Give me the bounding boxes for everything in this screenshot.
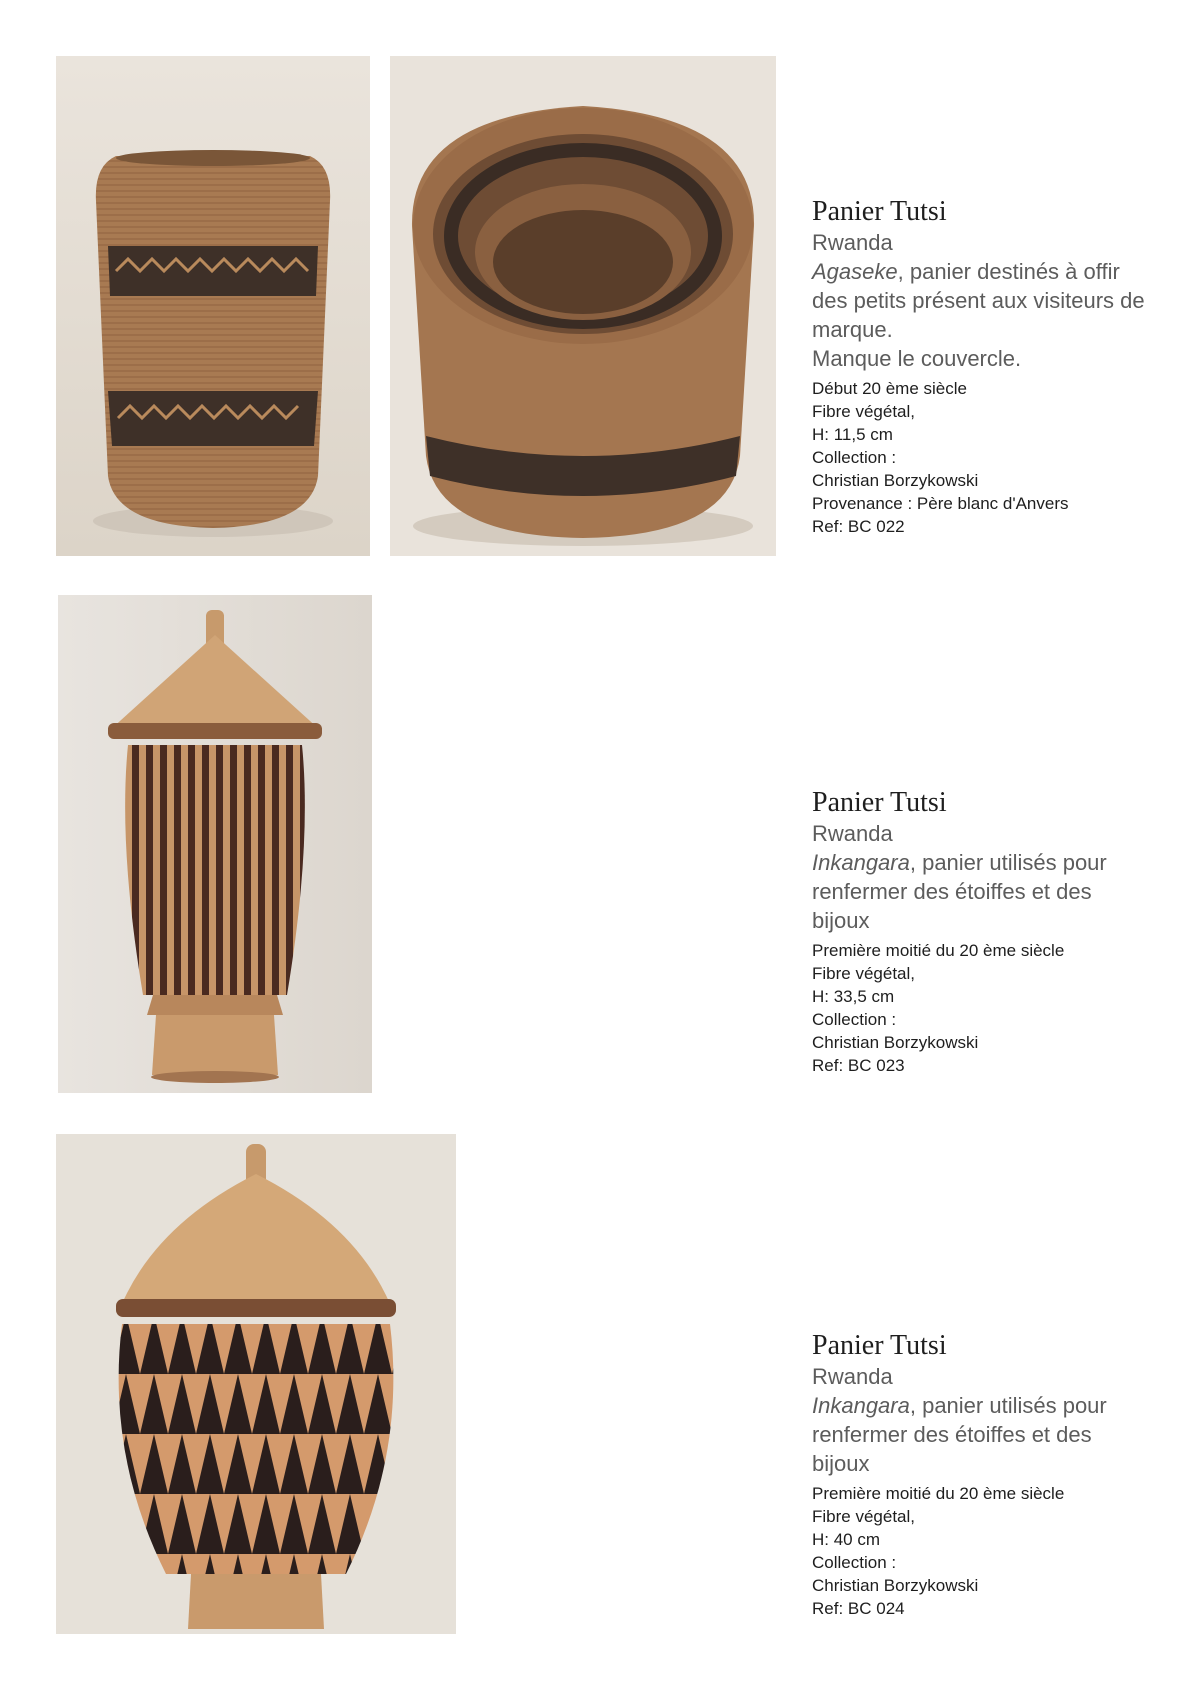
item-height: H: 33,5 cm: [812, 987, 895, 1006]
item-native-name: Inkangara: [812, 850, 910, 875]
item-collection-label: Collection :: [812, 1553, 897, 1572]
item-collector: Christian Borzykowski: [812, 1033, 979, 1052]
item-origin: Rwanda: [812, 1364, 893, 1389]
item-date: Début 20 ème siècle: [812, 379, 967, 398]
photo-basket-bc024: [56, 1134, 456, 1634]
item-origin: Rwanda: [812, 230, 893, 255]
item-material: Fibre végétal,: [812, 1507, 915, 1526]
item-date: Première moitié du 20 ème siècle: [812, 941, 1065, 960]
photo-basket-bc022-side: [56, 56, 370, 556]
item-height: H: 40 cm: [812, 1530, 881, 1549]
item-details: [812, 1482, 1152, 1620]
item-ref: Ref: BC 022: [812, 517, 905, 536]
photo-basket-bc023: [58, 595, 372, 1093]
item-material: Fibre végétal,: [812, 964, 915, 983]
item-description-text: , panier destinés à offir des petits présent aux visiteurs de marque.: [812, 259, 1145, 342]
item-date: Première moitié du 20 ème siècle: [812, 1484, 1065, 1503]
item-ref: Ref: BC 023: [812, 1056, 905, 1075]
item-native-name: Agaseke: [812, 259, 898, 284]
item-description: [812, 1391, 1152, 1478]
item-details: [812, 377, 1152, 538]
item-bc022: [812, 196, 1152, 538]
item-native-name: Inkangara: [812, 1393, 910, 1418]
item-description-text: , panier utilisés pour renfermer des étoiffes et des bijoux: [812, 850, 1107, 933]
item-bc023: [812, 787, 1152, 1077]
item-description: [812, 848, 1152, 935]
item-description: [812, 257, 1152, 344]
item-ref: Ref: BC 024: [812, 1599, 905, 1618]
photo-basket-bc022-top: [390, 56, 776, 556]
item-height: H: 11,5 cm: [812, 425, 893, 444]
item-title: Panier Tutsi: [812, 787, 947, 818]
item-collector: Christian Borzykowski: [812, 471, 979, 490]
item-provenance: Provenance : Père blanc d'Anvers: [812, 494, 1069, 513]
item-collector: Christian Borzykowski: [812, 1576, 979, 1595]
item-bc024: [812, 1330, 1152, 1620]
item-material: Fibre végétal,: [812, 402, 915, 421]
item-collection-label: Collection :: [812, 448, 897, 467]
item-origin: Rwanda: [812, 821, 893, 846]
item-collection-label: Collection :: [812, 1010, 897, 1029]
item-title: Panier Tutsi: [812, 1330, 947, 1361]
item-details: [812, 939, 1152, 1077]
item-title: Panier Tutsi: [812, 196, 947, 227]
item-description-text: , panier utilisés pour renfermer des étoiffes et des bijoux: [812, 1393, 1107, 1476]
item-note: Manque le couvercle.: [812, 346, 1022, 371]
